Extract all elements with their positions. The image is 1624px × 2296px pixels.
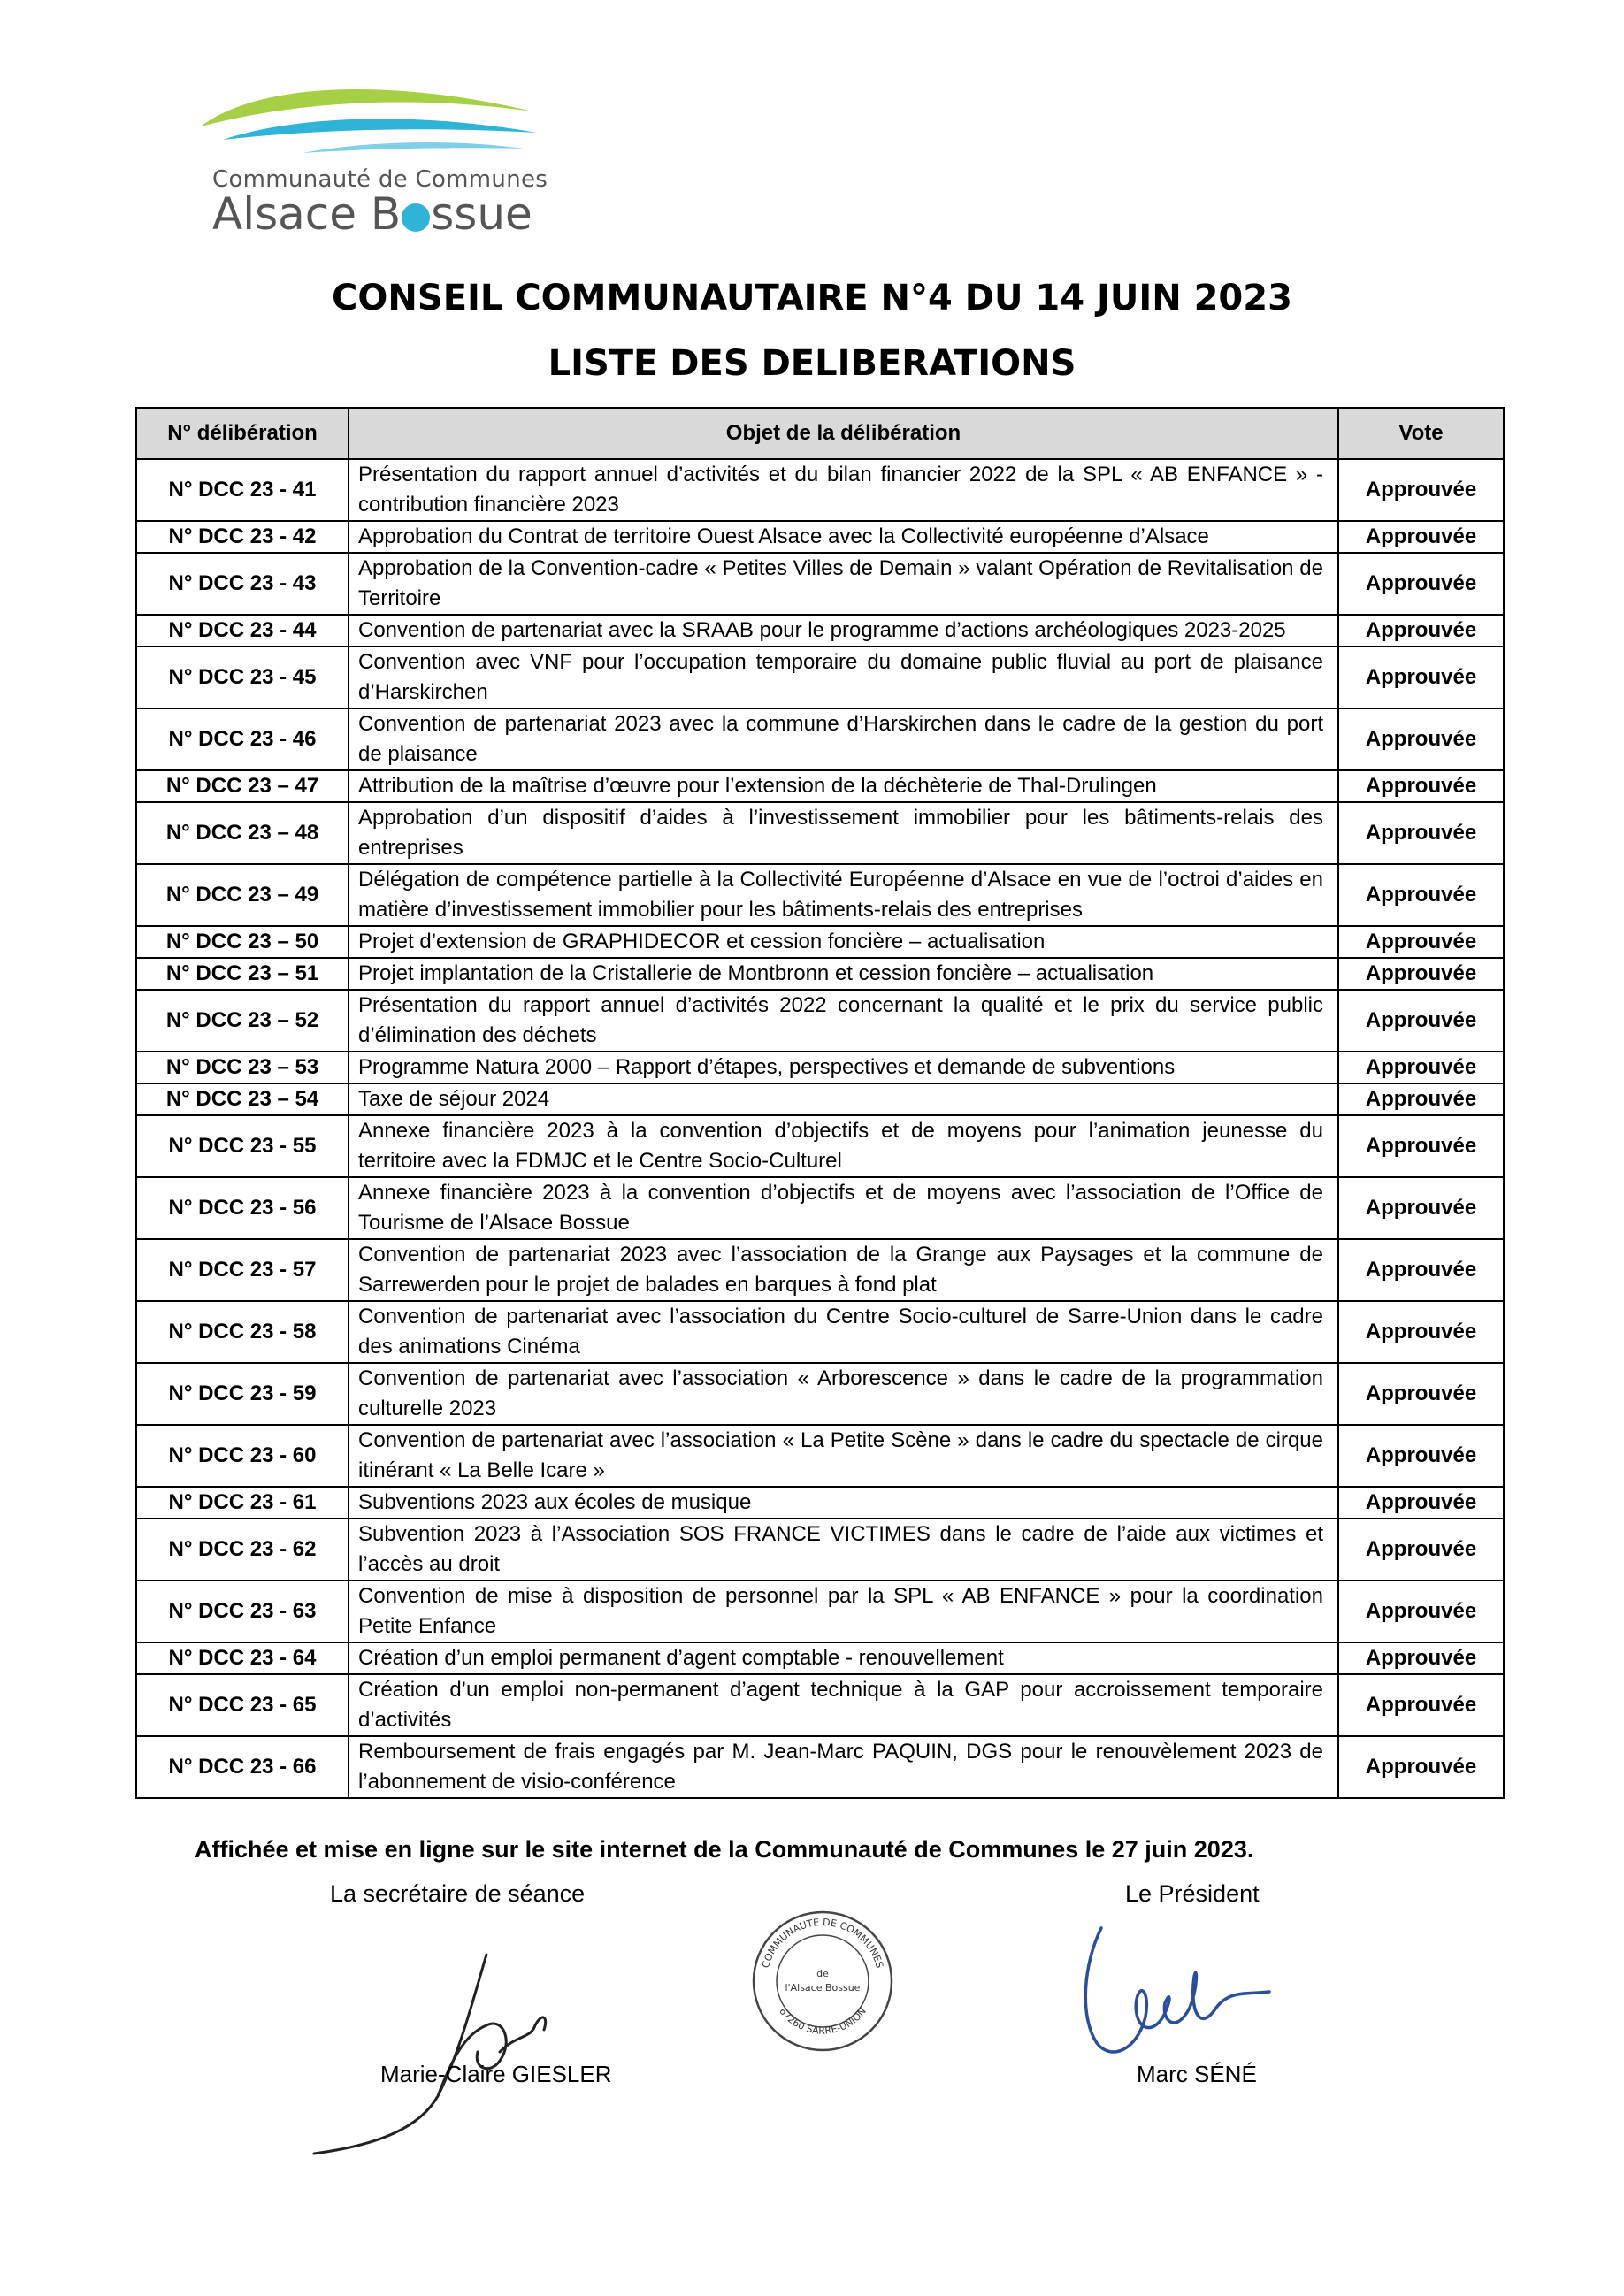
logo-name: [212, 188, 532, 240]
page-title: CONSEIL COMMUNAUTAIRE N°4 DU 14 JUIN 2023: [332, 278, 1292, 318]
table-row: [136, 1736, 1504, 1798]
deliberation-number: N° DCC 23 - 58: [136, 1301, 349, 1363]
deliberation-vote: Approuvée: [1338, 521, 1504, 553]
logo-wave-icon: [196, 78, 550, 166]
table-row: [136, 1177, 1504, 1239]
deliberations-table: [135, 407, 1505, 1799]
svg-text:67260 SARRE-UNION: [777, 2006, 869, 2037]
deliberation-object: Subvention 2023 à l’Association SOS FRANCE VICTIMES dans le cadre de l’aide aux victimes et l’accès au droit: [349, 1519, 1338, 1580]
deliberation-vote: Approuvée: [1338, 647, 1504, 708]
table-row: [136, 553, 1504, 615]
table-row: [136, 802, 1504, 864]
deliberation-object: Annexe financière 2023 à la convention d’objectifs et de moyens pour l’animation jeunesse du territoire avec la FDMJC et le Centre Socio-Culturel: [349, 1115, 1338, 1177]
deliberation-object: Création d’un emploi non-permanent d’agent technique à la GAP pour accroissement temporaire d’activités: [349, 1674, 1338, 1736]
deliberation-vote: Approuvée: [1338, 1580, 1504, 1642]
table-row: [136, 1642, 1504, 1674]
deliberation-vote: Approuvée: [1338, 958, 1504, 990]
table-row: [136, 1239, 1504, 1301]
seal-ring-text: COMMUNAUTE DE COMMUNES: [759, 1916, 886, 1970]
deliberation-number: N° DCC 23 - 62: [136, 1519, 349, 1580]
table-row: [136, 1580, 1504, 1642]
deliberation-vote: Approuvée: [1338, 926, 1504, 958]
deliberation-number: N° DCC 23 - 44: [136, 615, 349, 647]
deliberation-object: Taxe de séjour 2024: [349, 1083, 1338, 1115]
table-row: [136, 1425, 1504, 1487]
deliberation-object: Convention de partenariat avec l’association du Centre Socio-culturel de Sarre-Union dans le cadre des animations Cinéma: [349, 1301, 1338, 1363]
table-row: [136, 1083, 1504, 1115]
column-header-object: Objet de la délibération: [349, 408, 1338, 459]
organization-logo: [196, 78, 550, 255]
table-header-row: [136, 408, 1504, 459]
svg-text:COMMUNAUTE DE COMMUNES: [760, 1917, 885, 1970]
table-row: [136, 958, 1504, 990]
deliberation-vote: Approuvée: [1338, 1425, 1504, 1487]
deliberation-number: N° DCC 23 – 48: [136, 802, 349, 864]
deliberation-vote: Approuvée: [1338, 1519, 1504, 1580]
deliberation-object: Attribution de la maîtrise d’œuvre pour l’extension de la déchèterie de Thal-Drulingen: [349, 770, 1338, 802]
table-body: [136, 459, 1504, 1798]
deliberation-vote: Approuvée: [1338, 1239, 1504, 1301]
deliberation-number: N° DCC 23 – 47: [136, 770, 349, 802]
deliberation-number: N° DCC 23 - 61: [136, 1487, 349, 1519]
deliberation-object: Création d’un emploi permanent d’agent comptable - renouvellement: [349, 1642, 1338, 1674]
deliberation-number: N° DCC 23 - 46: [136, 708, 349, 770]
seal-center-line1: de: [816, 1968, 829, 1979]
deliberation-number: N° DCC 23 - 60: [136, 1425, 349, 1487]
deliberation-object: Projet implantation de la Cristallerie de Montbronn et cession foncière – actualisation: [349, 958, 1338, 990]
deliberation-number: N° DCC 23 – 51: [136, 958, 349, 990]
seal-bottom-text: 67260 SARRE-UNION: [777, 2005, 869, 2037]
secretary-signature: [296, 1928, 668, 2158]
deliberation-object: Approbation d’un dispositif d’aides à l’investissement immobilier pour les bâtiments-relais des entreprises: [349, 802, 1338, 864]
deliberation-vote: Approuvée: [1338, 1363, 1504, 1425]
deliberation-number: N° DCC 23 – 49: [136, 864, 349, 926]
deliberation-vote: Approuvée: [1338, 1301, 1504, 1363]
deliberation-vote: Approuvée: [1338, 708, 1504, 770]
deliberation-number: N° DCC 23 - 66: [136, 1736, 349, 1798]
logo-name-part2: ssue: [431, 188, 532, 240]
deliberation-number: N° DCC 23 – 54: [136, 1083, 349, 1115]
deliberation-object: Convention de partenariat avec l’association « Arborescence » dans le cadre de la programmation culturelle 2023: [349, 1363, 1338, 1425]
table-row: [136, 1115, 1504, 1177]
logo-name-part1: Alsace B: [212, 188, 402, 240]
deliberation-object: Convention de partenariat 2023 avec l’association de la Grange aux Paysages et la commune de Sarrewerden pour le projet de balades en barques à fond plat: [349, 1239, 1338, 1301]
official-seal: [747, 1906, 898, 2056]
table-row: [136, 1519, 1504, 1580]
deliberation-object: Convention de partenariat avec l’association « La Petite Scène » dans le cadre du spectacle de cirque itinérant « La Belle Icare »: [349, 1425, 1338, 1487]
deliberation-object: Convention avec VNF pour l’occupation temporaire du domaine public fluvial au port de plaisance d’Harskirchen: [349, 647, 1338, 708]
deliberation-object: Annexe financière 2023 à la convention d’objectifs et de moyens avec l’association de l’Office de Tourisme de l’Alsace Bossue: [349, 1177, 1338, 1239]
deliberation-vote: Approuvée: [1338, 990, 1504, 1052]
posting-notice: Affichée et mise en ligne sur le site internet de la Communauté de Communes le 27 juin 2023.: [195, 1836, 1254, 1863]
president-name: Marc SÉNÉ: [1137, 2061, 1257, 2087]
deliberation-vote: Approuvée: [1338, 1642, 1504, 1674]
deliberation-number: N° DCC 23 - 65: [136, 1674, 349, 1736]
seal-center-line2: l'Alsace Bossue: [785, 1982, 861, 1994]
deliberation-vote: Approuvée: [1338, 770, 1504, 802]
deliberation-number: N° DCC 23 - 41: [136, 459, 349, 521]
deliberation-vote: Approuvée: [1338, 1487, 1504, 1519]
deliberation-object: Présentation du rapport annuel d’activités et du bilan financier 2022 de la SPL « AB ENFANCE » - contribution financière 2023: [349, 459, 1338, 521]
deliberation-number: N° DCC 23 – 52: [136, 990, 349, 1052]
deliberation-vote: Approuvée: [1338, 1177, 1504, 1239]
deliberation-object: Convention de partenariat avec la SRAAB pour le programme d’actions archéologiques 2023-2025: [349, 615, 1338, 647]
deliberation-vote: Approuvée: [1338, 802, 1504, 864]
deliberation-vote: Approuvée: [1338, 615, 1504, 647]
deliberation-object: Convention de mise à disposition de personnel par la SPL « AB ENFANCE » pour la coordination Petite Enfance: [349, 1580, 1338, 1642]
deliberation-object: Programme Natura 2000 – Rapport d’étapes, perspectives et demande de subventions: [349, 1052, 1338, 1083]
deliberation-vote: Approuvée: [1338, 553, 1504, 615]
deliberation-number: N° DCC 23 - 55: [136, 1115, 349, 1177]
table-row: [136, 615, 1504, 647]
deliberation-number: N° DCC 23 - 57: [136, 1239, 349, 1301]
table-row: [136, 459, 1504, 521]
deliberation-number: N° DCC 23 - 59: [136, 1363, 349, 1425]
deliberation-object: Délégation de compétence partielle à la Collectivité Européenne d’Alsace en vue de l’octroi d’aides en matière d’investissement immobilier pour les bâtiments-relais des entreprises: [349, 864, 1338, 926]
deliberation-number: N° DCC 23 - 43: [136, 553, 349, 615]
deliberation-object: Approbation du Contrat de territoire Ouest Alsace avec la Collectivité européenne d’Alsace: [349, 521, 1338, 553]
table-row: [136, 1363, 1504, 1425]
logo-subtitle: Communauté de Communes: [212, 166, 548, 193]
deliberation-number: N° DCC 23 - 42: [136, 521, 349, 553]
table-row: [136, 708, 1504, 770]
deliberation-object: Subventions 2023 aux écoles de musique: [349, 1487, 1338, 1519]
table-row: [136, 1052, 1504, 1083]
deliberation-number: N° DCC 23 – 53: [136, 1052, 349, 1083]
president-role: Le Président: [1125, 1880, 1260, 1907]
table-row: [136, 521, 1504, 553]
table-row: [136, 864, 1504, 926]
table-row: [136, 1301, 1504, 1363]
column-header-vote: Vote: [1338, 408, 1504, 459]
deliberation-vote: Approuvée: [1338, 1052, 1504, 1083]
deliberation-number: N° DCC 23 - 64: [136, 1642, 349, 1674]
deliberation-vote: Approuvée: [1338, 459, 1504, 521]
deliberation-number: N° DCC 23 - 45: [136, 647, 349, 708]
deliberation-number: N° DCC 23 - 56: [136, 1177, 349, 1239]
deliberation-object: Remboursement de frais engagés par M. Jean-Marc PAQUIN, DGS pour le renouvèlement 2023 de l’abonnement de visio-conférence: [349, 1736, 1338, 1798]
deliberation-object: Approbation de la Convention-cadre « Petites Villes de Demain » valant Opération de Revitalisation de Territoire: [349, 553, 1338, 615]
column-header-number: N° délibération: [136, 408, 349, 459]
table-row: [136, 926, 1504, 958]
table-row: [136, 770, 1504, 802]
table-row: [136, 1674, 1504, 1736]
secretary-role: La secrétaire de séance: [330, 1880, 586, 1907]
deliberation-vote: Approuvée: [1338, 1674, 1504, 1736]
logo-dot-icon: [402, 203, 430, 232]
table-row: [136, 1487, 1504, 1519]
page-subtitle: LISTE DES DELIBERATIONS: [548, 343, 1076, 384]
deliberation-object: Présentation du rapport annuel d’activités 2022 concernant la qualité et le prix du service public d’élimination des déchets: [349, 990, 1338, 1052]
deliberation-number: N° DCC 23 – 50: [136, 926, 349, 958]
deliberation-object: Projet d’extension de GRAPHIDECOR et cession foncière – actualisation: [349, 926, 1338, 958]
deliberation-vote: Approuvée: [1338, 864, 1504, 926]
table-row: [136, 990, 1504, 1052]
secretary-name: Marie-Claire GIESLER: [380, 2061, 612, 2087]
table-row: [136, 647, 1504, 708]
deliberation-vote: Approuvée: [1338, 1083, 1504, 1115]
deliberation-vote: Approuvée: [1338, 1115, 1504, 1177]
deliberation-vote: Approuvée: [1338, 1736, 1504, 1798]
deliberation-object: Convention de partenariat 2023 avec la commune d’Harskirchen dans le cadre de la gestion du port de plaisance: [349, 708, 1338, 770]
deliberation-number: N° DCC 23 - 63: [136, 1580, 349, 1642]
